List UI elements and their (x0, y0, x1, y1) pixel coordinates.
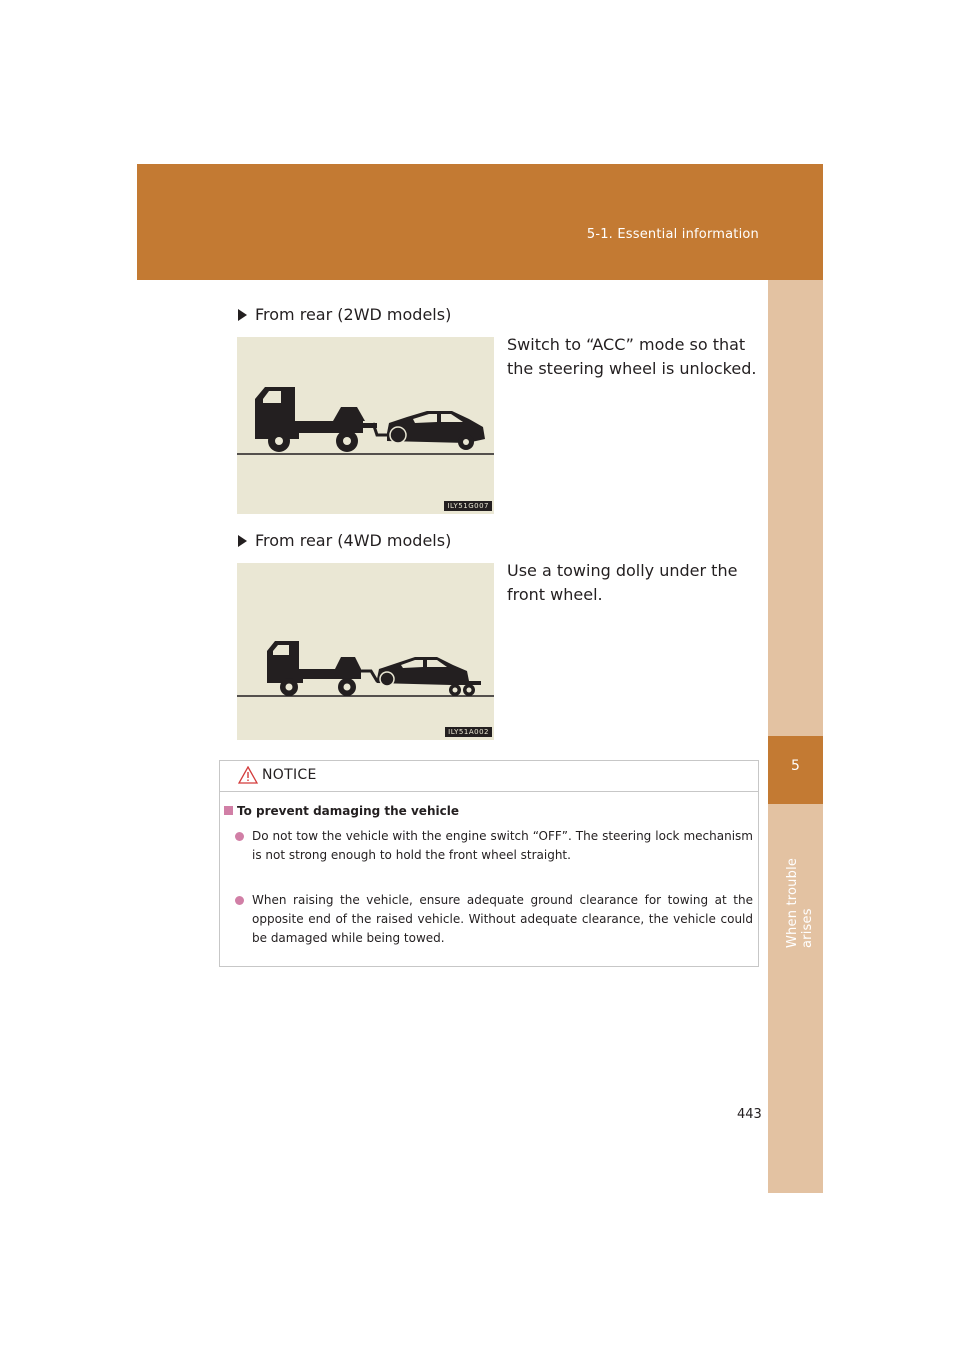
notice-item: Do not tow the vehicle with the engine switch “OFF”. The steering lock mechanism is not strong enough to hold the front wheel straight. (235, 827, 753, 865)
figure-code: ILY51G007 (444, 501, 492, 511)
subheading-2wd: From rear (2WD models) (238, 305, 451, 324)
subheading-4wd: From rear (4WD models) (238, 531, 451, 550)
figure-4wd-towing (237, 563, 494, 740)
bullet-icon (235, 896, 244, 905)
bullet-icon (235, 832, 244, 841)
notice-subheading: To prevent damaging the vehicle (224, 804, 459, 818)
description-2wd: Switch to “ACC” mode so that the steering wheel is unlocked. (507, 335, 757, 378)
notice-box (219, 760, 759, 967)
notice-title: NOTICE (262, 767, 317, 783)
figure-2wd-towing (237, 337, 494, 514)
notice-header (220, 761, 758, 792)
chapter-label: When trouble arises (785, 857, 815, 948)
page-number: 443 (737, 1107, 762, 1122)
arrow-icon (238, 535, 247, 547)
notice-item: When raising the vehicle, ensure adequate ground clearance for towing at the opposite end of the raised vehicle. Without adequate clearance, the vehicle could be damaged while being towed. (235, 891, 753, 948)
chapter-tab (768, 736, 823, 804)
section-title: 5-1. Essential information (586, 227, 759, 242)
arrow-icon (238, 309, 247, 321)
tow-truck-4wd-illustration (237, 563, 494, 740)
header-band (137, 164, 823, 280)
tow-truck-2wd-illustration (237, 337, 494, 514)
warning-icon (238, 766, 258, 784)
description-4wd: Use a towing dolly under the front wheel. (507, 561, 738, 604)
chapter-number: 5 (791, 758, 800, 774)
square-bullet-icon (224, 806, 233, 815)
figure-code: ILY51A002 (445, 727, 492, 737)
